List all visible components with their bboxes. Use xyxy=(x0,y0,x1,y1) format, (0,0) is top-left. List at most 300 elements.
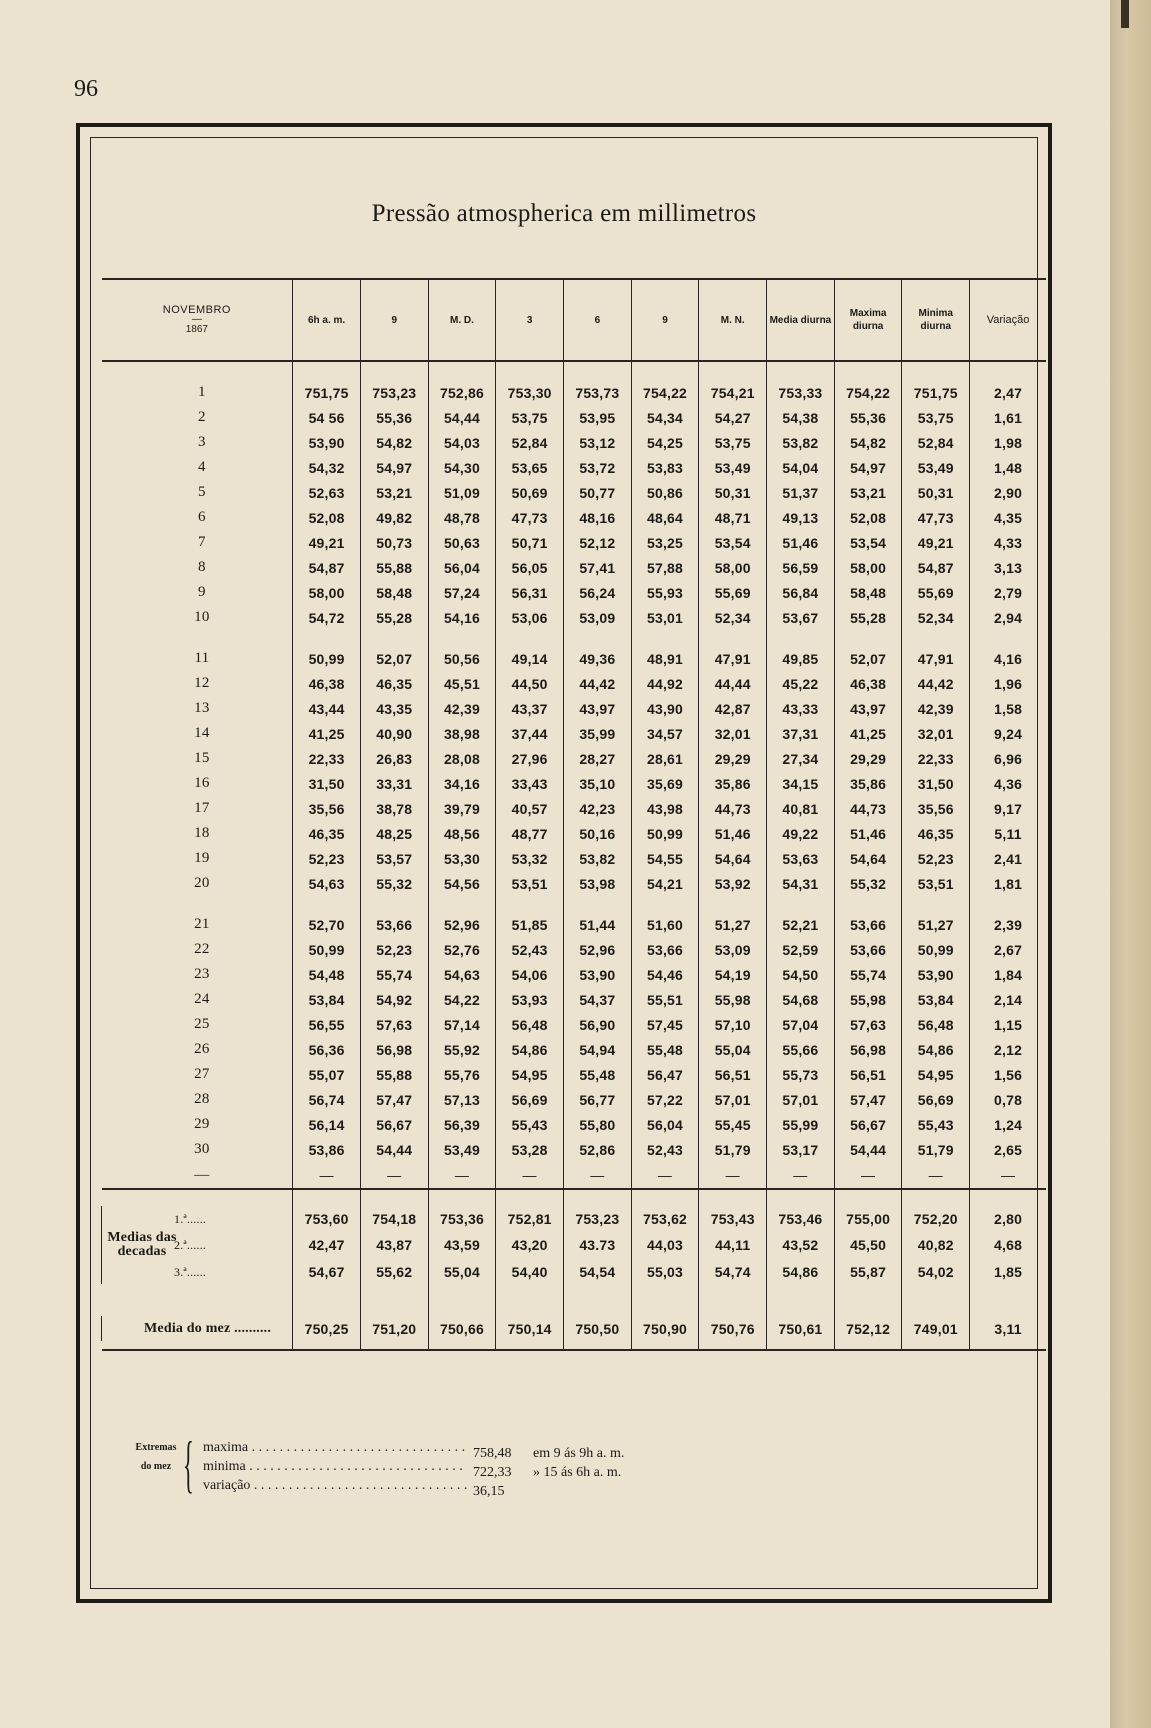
value-cell: 52,23 xyxy=(360,937,428,962)
decade-value-cell: 753,62 xyxy=(631,1206,699,1231)
table-row xyxy=(102,912,1047,937)
dash-cell: — xyxy=(360,1162,428,1189)
value-cell: 35,69 xyxy=(631,771,699,796)
decade-value-cell: 55,87 xyxy=(834,1259,902,1284)
value-cell: 54,64 xyxy=(699,846,767,871)
value-cell: 35,56 xyxy=(293,796,361,821)
dash-cell: — xyxy=(970,1162,1046,1189)
value-cell: 54,48 xyxy=(293,962,361,987)
value-cell: 46,35 xyxy=(360,671,428,696)
value-cell: 2,79 xyxy=(970,580,1046,605)
value-cell: 43,90 xyxy=(631,696,699,721)
month-mean-cell: 750,66 xyxy=(428,1316,496,1341)
value-cell: 56,05 xyxy=(496,555,564,580)
value-cell: 52,12 xyxy=(564,530,632,555)
value-cell: 54,22 xyxy=(428,987,496,1012)
value-cell: 56,67 xyxy=(360,1112,428,1137)
month-mean-cell: 3,11 xyxy=(970,1316,1046,1341)
value-cell: 49,22 xyxy=(767,821,835,846)
value-cell: 53,66 xyxy=(631,937,699,962)
value-cell: 35,10 xyxy=(564,771,632,796)
spacer-cell xyxy=(699,361,767,380)
month-mean-cell: 750,14 xyxy=(496,1316,564,1341)
spacer-cell xyxy=(902,896,970,912)
value-cell: 54,87 xyxy=(902,555,970,580)
decade-label-cell xyxy=(102,1259,293,1284)
extreme-value: 722,33 xyxy=(473,1465,512,1480)
value-cell: 44,92 xyxy=(631,671,699,696)
day-cell: 5 xyxy=(198,484,206,500)
value-cell: 56,48 xyxy=(496,1012,564,1037)
decade-value-cell: 1,85 xyxy=(970,1259,1046,1284)
value-cell: 48,56 xyxy=(428,821,496,846)
spacer-cell xyxy=(564,630,632,646)
divider-cell xyxy=(902,1189,970,1206)
divider-cell xyxy=(631,1189,699,1206)
value-cell: 53,90 xyxy=(902,962,970,987)
value-cell: 56,55 xyxy=(293,1012,361,1037)
day-cell: 8 xyxy=(198,559,206,575)
spacer-cell xyxy=(631,630,699,646)
header-col: Media diurna xyxy=(767,279,835,361)
value-cell: 53,63 xyxy=(767,846,835,871)
value-cell: 54,25 xyxy=(631,430,699,455)
decade-ordinal: 2.ª...... xyxy=(174,1238,207,1252)
day-cell: 10 xyxy=(194,609,210,625)
value-cell: 48,71 xyxy=(699,505,767,530)
value-cell: 752,86 xyxy=(428,380,496,405)
value-cell: 53,06 xyxy=(496,605,564,630)
value-cell: 1,98 xyxy=(970,430,1046,455)
decade-row xyxy=(102,1259,1047,1284)
value-cell: 48,78 xyxy=(428,505,496,530)
table-row xyxy=(102,605,1047,630)
value-cell: 48,16 xyxy=(564,505,632,530)
value-cell: 31,50 xyxy=(293,771,361,796)
day-cell: 4 xyxy=(198,459,206,475)
value-cell: 43,98 xyxy=(631,796,699,821)
table-row xyxy=(102,696,1047,721)
value-cell: 2,67 xyxy=(970,937,1046,962)
decade-value-cell: 54,54 xyxy=(564,1259,632,1284)
decade-group-label: Medias das decadas xyxy=(107,1230,177,1259)
spacer-cell xyxy=(564,361,632,380)
value-cell: 42,23 xyxy=(564,796,632,821)
value-cell: 33,31 xyxy=(360,771,428,796)
spacer-cell xyxy=(564,1284,632,1300)
value-cell: 2,94 xyxy=(970,605,1046,630)
value-cell: 53,28 xyxy=(496,1137,564,1162)
spacer-cell xyxy=(631,361,699,380)
dash-cell: — xyxy=(631,1162,699,1189)
value-cell: 50,99 xyxy=(293,646,361,671)
divider-cell xyxy=(293,1341,361,1350)
value-cell: 53,09 xyxy=(564,605,632,630)
value-cell: 57,24 xyxy=(428,580,496,605)
value-cell: 51,79 xyxy=(699,1137,767,1162)
value-cell: 50,56 xyxy=(428,646,496,671)
month-mean-cell: 750,25 xyxy=(293,1316,361,1341)
value-cell: 35,56 xyxy=(902,796,970,821)
value-cell: 44,42 xyxy=(902,671,970,696)
day-cell: 16 xyxy=(194,775,210,791)
spacer-cell xyxy=(834,630,902,646)
value-cell: 55,76 xyxy=(428,1062,496,1087)
divider-cell xyxy=(767,1341,835,1350)
value-cell: 58,00 xyxy=(293,580,361,605)
spacer-cell xyxy=(767,896,835,912)
value-cell: 46,35 xyxy=(902,821,970,846)
value-cell: 54,92 xyxy=(360,987,428,1012)
value-cell: 751,75 xyxy=(293,380,361,405)
value-cell: 35,99 xyxy=(564,721,632,746)
value-cell: 49,13 xyxy=(767,505,835,530)
value-cell: 54,27 xyxy=(699,405,767,430)
spacer-cell xyxy=(102,361,293,380)
spacer-cell xyxy=(564,896,632,912)
value-cell: 50,16 xyxy=(564,821,632,846)
value-cell: 56,98 xyxy=(360,1037,428,1062)
divider-cell xyxy=(102,1189,293,1206)
extreme-name: maxima . . . xyxy=(203,1438,473,1457)
table-row xyxy=(102,721,1047,746)
spacer-cell xyxy=(834,1300,902,1316)
value-cell: 28,27 xyxy=(564,746,632,771)
value-cell: 54,63 xyxy=(428,962,496,987)
value-cell: 55,36 xyxy=(360,405,428,430)
value-cell: 43,97 xyxy=(834,696,902,721)
value-cell: 40,81 xyxy=(767,796,835,821)
value-cell: 53,82 xyxy=(564,846,632,871)
value-cell: 48,77 xyxy=(496,821,564,846)
value-cell: 54,86 xyxy=(496,1037,564,1062)
header-month-cell xyxy=(102,279,293,361)
spacer-cell xyxy=(767,1300,835,1316)
value-cell: 50,31 xyxy=(699,480,767,505)
value-cell: 47,91 xyxy=(699,646,767,671)
value-cell: 54,19 xyxy=(699,962,767,987)
header-col: Variação xyxy=(970,279,1046,361)
value-cell: 55,88 xyxy=(360,555,428,580)
divider-cell xyxy=(102,1341,293,1350)
dash-cell: — xyxy=(428,1162,496,1189)
table-frame xyxy=(76,123,1052,1603)
decade-ordinal: 1.ª...... xyxy=(174,1211,207,1226)
value-cell: 55,69 xyxy=(699,580,767,605)
value-cell: 55,80 xyxy=(564,1112,632,1137)
month-mean-cell: 749,01 xyxy=(902,1316,970,1341)
value-cell: 56,51 xyxy=(834,1062,902,1087)
value-cell: 53,93 xyxy=(496,987,564,1012)
spacer-cell xyxy=(902,361,970,380)
table-row xyxy=(102,987,1047,1012)
value-cell: 43,35 xyxy=(360,696,428,721)
value-cell: 33,43 xyxy=(496,771,564,796)
table-row xyxy=(102,846,1047,871)
value-cell: 751,75 xyxy=(902,380,970,405)
spacer-cell xyxy=(699,1284,767,1300)
value-cell: 53,21 xyxy=(834,480,902,505)
value-cell: 4,35 xyxy=(970,505,1046,530)
extreme-note: em 9 ás 9h a. m. xyxy=(533,1446,625,1461)
value-cell: 52,84 xyxy=(902,430,970,455)
table-row xyxy=(102,962,1047,987)
decade-label-cell xyxy=(102,1206,293,1231)
table-row xyxy=(102,1062,1047,1087)
value-cell: 38,78 xyxy=(360,796,428,821)
extreme-name: minima . . . xyxy=(203,1457,473,1476)
extremes-label: Extremas do mez xyxy=(135,1442,177,1472)
spacer-cell xyxy=(293,1300,361,1316)
value-cell: 0,78 xyxy=(970,1087,1046,1112)
page-number: 96 xyxy=(74,76,98,102)
dash-cell: — xyxy=(834,1162,902,1189)
value-cell: 56,90 xyxy=(564,1012,632,1037)
value-cell: 55,66 xyxy=(767,1037,835,1062)
spacer-cell xyxy=(496,630,564,646)
spacer-cell xyxy=(631,896,699,912)
value-cell: 9,17 xyxy=(970,796,1046,821)
decade-value-cell: 2,80 xyxy=(970,1206,1046,1231)
value-cell: 753,73 xyxy=(564,380,632,405)
value-cell: 56,47 xyxy=(631,1062,699,1087)
value-cell: 51,27 xyxy=(699,912,767,937)
value-cell: 57,63 xyxy=(360,1012,428,1037)
value-cell: 57,10 xyxy=(699,1012,767,1037)
value-cell: 54,55 xyxy=(631,846,699,871)
value-cell: 48,91 xyxy=(631,646,699,671)
day-cell: 25 xyxy=(194,1016,210,1032)
section-divider xyxy=(102,1189,1047,1206)
table-row xyxy=(102,430,1047,455)
spacer-cell xyxy=(631,1284,699,1300)
value-cell: 58,48 xyxy=(360,580,428,605)
value-cell: 55,98 xyxy=(699,987,767,1012)
spacer-cell xyxy=(496,1300,564,1316)
value-cell: 52,07 xyxy=(834,646,902,671)
dash-cell: — xyxy=(194,1166,210,1183)
header-col: 6h a. m. xyxy=(293,279,361,361)
value-cell: 53,49 xyxy=(699,455,767,480)
value-cell: 54,21 xyxy=(631,871,699,896)
decade-value-cell: 753,23 xyxy=(564,1206,632,1231)
value-cell: 52,08 xyxy=(834,505,902,530)
value-cell: 44,50 xyxy=(496,671,564,696)
value-cell: 52,34 xyxy=(902,605,970,630)
header-col: Maxima diurna xyxy=(834,279,902,361)
pressure-table xyxy=(101,278,1046,1351)
value-cell: 56,04 xyxy=(631,1112,699,1137)
table-row xyxy=(102,796,1047,821)
spacer-cell xyxy=(293,630,361,646)
value-cell: 50,77 xyxy=(564,480,632,505)
table-row xyxy=(102,1012,1047,1037)
table-row xyxy=(102,1087,1047,1112)
value-cell: 1,96 xyxy=(970,671,1046,696)
value-cell: 56,51 xyxy=(699,1062,767,1087)
value-cell: 57,01 xyxy=(699,1087,767,1112)
decade-label-cell xyxy=(102,1231,293,1259)
value-cell: 52,59 xyxy=(767,937,835,962)
table-row xyxy=(102,405,1047,430)
value-cell: 40,90 xyxy=(360,721,428,746)
value-cell: 55,51 xyxy=(631,987,699,1012)
value-cell: 55,93 xyxy=(631,580,699,605)
value-cell: 54,16 xyxy=(428,605,496,630)
value-cell: 53,30 xyxy=(428,846,496,871)
value-cell: 44,42 xyxy=(564,671,632,696)
decade-ordinal: 3.ª...... xyxy=(174,1264,207,1279)
value-cell: 54,63 xyxy=(293,871,361,896)
value-cell: 55,74 xyxy=(834,962,902,987)
value-cell: 44,73 xyxy=(834,796,902,821)
value-cell: 46,38 xyxy=(293,671,361,696)
value-cell: 55,99 xyxy=(767,1112,835,1137)
decade-value-cell: 54,02 xyxy=(902,1259,970,1284)
divider-cell xyxy=(699,1341,767,1350)
decade-value-cell: 755,00 xyxy=(834,1206,902,1231)
spacer-cell xyxy=(970,361,1046,380)
value-cell: 49,36 xyxy=(564,646,632,671)
table-frame-inner xyxy=(90,137,1038,1589)
value-cell: 52,43 xyxy=(496,937,564,962)
value-cell: 28,08 xyxy=(428,746,496,771)
day-cell: 27 xyxy=(194,1066,210,1082)
spacer-cell xyxy=(102,1284,293,1300)
table-row xyxy=(102,771,1047,796)
value-cell: 753,23 xyxy=(360,380,428,405)
value-cell: 55,28 xyxy=(834,605,902,630)
spacer-cell xyxy=(699,630,767,646)
value-cell: 51,37 xyxy=(767,480,835,505)
spacer-cell xyxy=(834,361,902,380)
value-cell: 54,87 xyxy=(293,555,361,580)
spacer-cell xyxy=(902,1300,970,1316)
spacer-cell xyxy=(428,1300,496,1316)
value-cell: 56,31 xyxy=(496,580,564,605)
header-month: NOVEMBRO xyxy=(162,304,231,316)
value-cell: 53,21 xyxy=(360,480,428,505)
decade-value-cell: 43,52 xyxy=(767,1231,835,1259)
value-cell: 49,82 xyxy=(360,505,428,530)
value-cell: 35,86 xyxy=(834,771,902,796)
decade-value-cell: 43.73 xyxy=(564,1231,632,1259)
table-row xyxy=(102,821,1047,846)
value-cell: 57,45 xyxy=(631,1012,699,1037)
value-cell: 54,32 xyxy=(293,455,361,480)
value-cell: 58,00 xyxy=(834,555,902,580)
value-cell: 56,77 xyxy=(564,1087,632,1112)
value-cell: 57,22 xyxy=(631,1087,699,1112)
value-cell: 53,84 xyxy=(902,987,970,1012)
decade-value-cell: 43,59 xyxy=(428,1231,496,1259)
value-cell: 754,22 xyxy=(631,380,699,405)
spacer-cell xyxy=(428,896,496,912)
value-cell: 26,83 xyxy=(360,746,428,771)
value-cell: 55,69 xyxy=(902,580,970,605)
day-cell: 28 xyxy=(194,1091,210,1107)
value-cell: 48,25 xyxy=(360,821,428,846)
day-cell: 23 xyxy=(194,966,210,982)
value-cell: 1,15 xyxy=(970,1012,1046,1037)
extremes-brace: { xyxy=(183,1428,194,1499)
value-cell: 29,29 xyxy=(834,746,902,771)
value-cell: 22,33 xyxy=(293,746,361,771)
value-cell: 52,08 xyxy=(293,505,361,530)
table-row xyxy=(102,1137,1047,1162)
spacer-cell xyxy=(102,896,293,912)
table-row xyxy=(102,380,1047,405)
day-cell: 21 xyxy=(194,916,210,932)
header-col: 3 xyxy=(496,279,564,361)
value-cell: 2,65 xyxy=(970,1137,1046,1162)
table-row xyxy=(102,646,1047,671)
value-cell: 53,95 xyxy=(564,405,632,430)
divider-cell xyxy=(902,1341,970,1350)
divider-cell xyxy=(428,1189,496,1206)
value-cell: 48,64 xyxy=(631,505,699,530)
month-mean-cell: 750,61 xyxy=(767,1316,835,1341)
value-cell: 46,35 xyxy=(293,821,361,846)
dash-row xyxy=(102,1162,1047,1189)
value-cell: 56,48 xyxy=(902,1012,970,1037)
value-cell: 42,39 xyxy=(902,696,970,721)
day-cell: 7 xyxy=(198,534,206,550)
value-cell: 53,09 xyxy=(699,937,767,962)
divider-cell xyxy=(360,1189,428,1206)
divider-cell xyxy=(970,1189,1046,1206)
extreme-note: » 15 ás 6h a. m. xyxy=(533,1465,622,1480)
spacer-cell xyxy=(834,896,902,912)
adjacent-page-edge xyxy=(1110,0,1151,1728)
value-cell: 55,88 xyxy=(360,1062,428,1087)
value-cell: 50,69 xyxy=(496,480,564,505)
value-cell: 55,36 xyxy=(834,405,902,430)
month-mean-label: Media do mez .......... xyxy=(102,1316,293,1341)
value-cell: 50,63 xyxy=(428,530,496,555)
value-cell: 54,86 xyxy=(902,1037,970,1062)
spacer-cell xyxy=(496,1284,564,1300)
value-cell: 50,99 xyxy=(631,821,699,846)
value-cell: 754,21 xyxy=(699,380,767,405)
value-cell: 53,32 xyxy=(496,846,564,871)
value-cell: 53,75 xyxy=(699,430,767,455)
value-cell: 54,94 xyxy=(564,1037,632,1062)
decade-value-cell: 43,87 xyxy=(360,1231,428,1259)
day-cell: 17 xyxy=(194,800,210,816)
dash-cell: — xyxy=(767,1162,835,1189)
value-cell: 2,41 xyxy=(970,846,1046,871)
spacer-cell xyxy=(428,1284,496,1300)
decade-row xyxy=(102,1206,1047,1231)
value-cell: 53,51 xyxy=(496,871,564,896)
value-cell: 53,57 xyxy=(360,846,428,871)
table-row xyxy=(102,937,1047,962)
spacer-cell xyxy=(834,1284,902,1300)
month-mean-cell: 750,50 xyxy=(564,1316,632,1341)
table-row xyxy=(102,455,1047,480)
value-cell: 55,74 xyxy=(360,962,428,987)
value-cell: 52,23 xyxy=(293,846,361,871)
decade-value-cell: 753,43 xyxy=(699,1206,767,1231)
value-cell: 53,75 xyxy=(496,405,564,430)
spacer-cell xyxy=(360,1300,428,1316)
spacer-cell xyxy=(102,1300,293,1316)
day-cell: 19 xyxy=(194,850,210,866)
value-cell: 51,09 xyxy=(428,480,496,505)
value-cell: 1,61 xyxy=(970,405,1046,430)
decade-value-cell: 55,62 xyxy=(360,1259,428,1284)
